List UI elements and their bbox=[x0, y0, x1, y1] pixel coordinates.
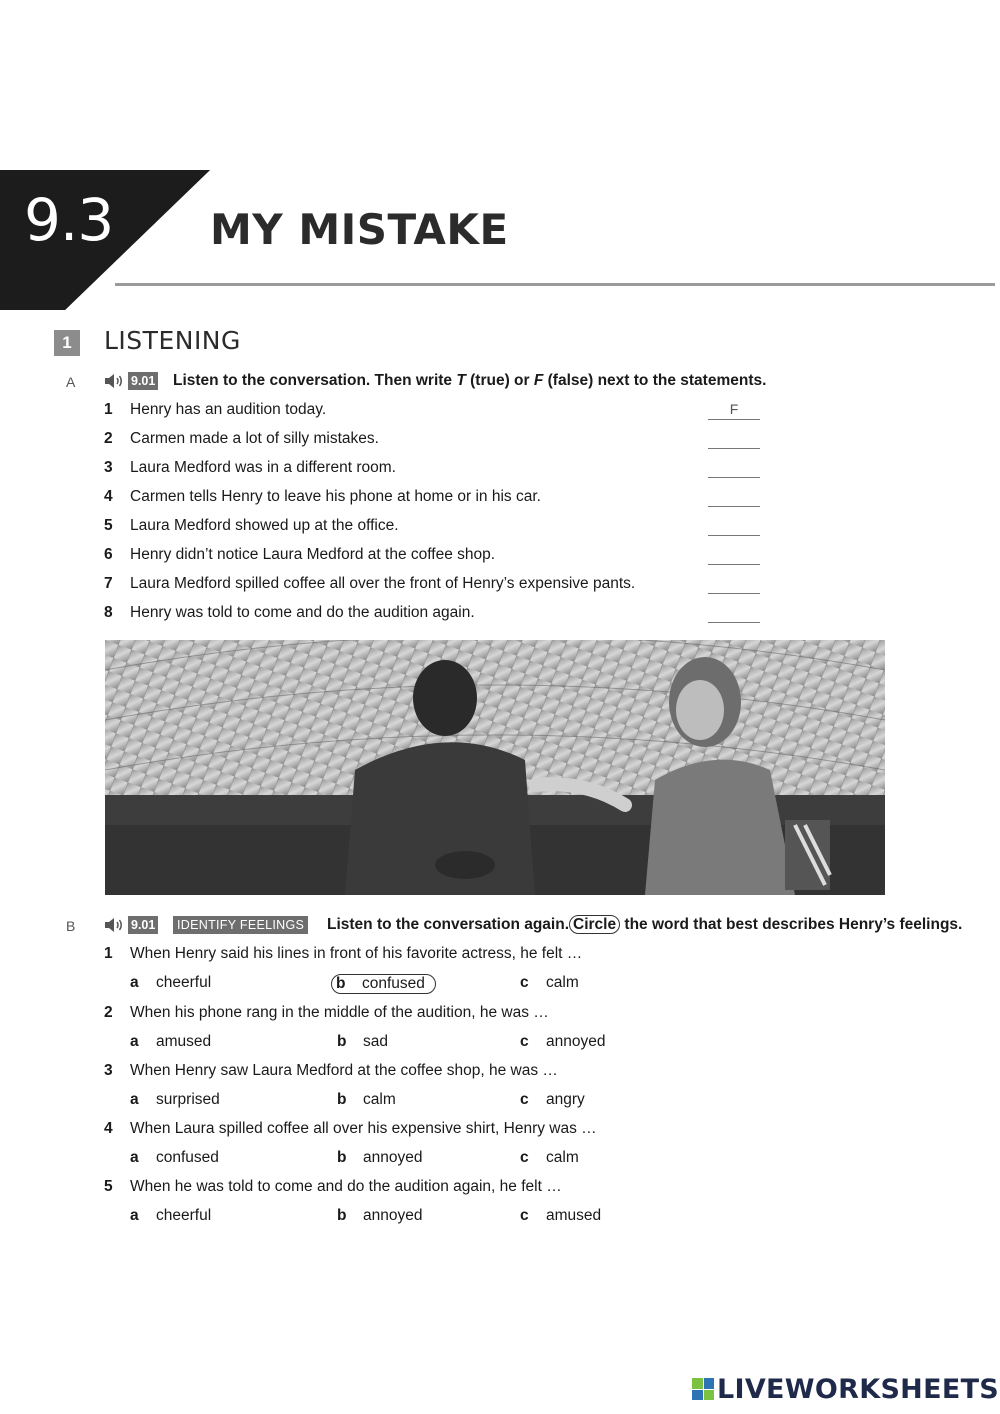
question-row: 1 When Henry said his lines in front of his favorite actress, he felt … bbox=[104, 945, 583, 962]
options-row bbox=[104, 1207, 704, 1229]
option-b[interactable]: b annoyed bbox=[337, 1149, 423, 1166]
answer-blank[interactable] bbox=[708, 488, 760, 507]
option-c[interactable]: c annoyed bbox=[520, 1033, 606, 1050]
options-row bbox=[104, 1091, 704, 1113]
part-a-letter: A bbox=[66, 374, 76, 390]
audio-icon[interactable] bbox=[104, 373, 124, 389]
part-a-instruction: Listen to the conversation. Then write T (true) or F (false) next to the statements. bbox=[173, 372, 767, 389]
unit-number: 9.3 bbox=[24, 186, 114, 254]
title-divider bbox=[115, 283, 995, 286]
option-a[interactable]: a confused bbox=[130, 1149, 219, 1166]
section-title: LISTENING bbox=[104, 326, 241, 355]
option-a[interactable]: a surprised bbox=[130, 1091, 220, 1108]
option-a[interactable]: a amused bbox=[130, 1033, 212, 1050]
option-c[interactable]: c calm bbox=[520, 1149, 579, 1166]
statement-row: 8 Henry was told to come and do the audition again. bbox=[104, 604, 764, 626]
option-b[interactable]: b annoyed bbox=[337, 1207, 423, 1224]
answer-blank[interactable] bbox=[708, 430, 760, 449]
statement-row: 7 Laura Medford spilled coffee all over the front of Henry’s expensive pants. bbox=[104, 575, 764, 597]
logo-text: LIVEWORKSHEETS bbox=[717, 1373, 1000, 1405]
statement-row: 1 Henry has an audition today. F bbox=[104, 401, 764, 423]
statement-row: 4 Carmen tells Henry to leave his phone at home or in his car. bbox=[104, 488, 764, 510]
part-b-instruction: Listen to the conversation again. Circle the word that best describes Henry’s feelings. bbox=[327, 916, 963, 933]
answer-blank[interactable] bbox=[708, 517, 760, 536]
option-c[interactable]: c amused bbox=[520, 1207, 602, 1224]
option-a[interactable]: a cheerful bbox=[130, 1207, 212, 1224]
audio-icon[interactable] bbox=[104, 917, 124, 933]
question-row: 2 When his phone rang in the middle of the audition, he was … bbox=[104, 1004, 549, 1021]
part-b-letter: B bbox=[66, 918, 76, 934]
statement-row: 5 Laura Medford showed up at the office. bbox=[104, 517, 764, 539]
option-b[interactable]: b calm bbox=[337, 1091, 396, 1108]
answer-blank[interactable] bbox=[708, 546, 760, 565]
statement-row: 3 Laura Medford was in a different room. bbox=[104, 459, 764, 481]
page-title: MY MISTAKE bbox=[210, 205, 509, 254]
statement-row: 2 Carmen made a lot of silly mistakes. bbox=[104, 430, 764, 452]
logo-mark-icon bbox=[692, 1378, 714, 1400]
answer-blank[interactable] bbox=[708, 604, 760, 623]
answer-blank[interactable] bbox=[708, 575, 760, 594]
option-c[interactable]: c calm bbox=[520, 974, 579, 991]
options-row bbox=[104, 1033, 704, 1055]
track-number-badge: 9.01 bbox=[128, 916, 158, 934]
option-b[interactable]: b sad bbox=[337, 1033, 388, 1050]
answer-blank[interactable]: F bbox=[708, 401, 760, 420]
track-number-badge: 9.01 bbox=[128, 372, 158, 390]
options-row bbox=[104, 1149, 704, 1171]
liveworksheets-logo[interactable] bbox=[692, 1374, 999, 1404]
options-row bbox=[104, 974, 704, 996]
statement-row: 6 Henry didn’t notice Laura Medford at the coffee shop. bbox=[104, 546, 764, 568]
question-row: 3 When Henry saw Laura Medford at the coffee shop, he was … bbox=[104, 1062, 558, 1079]
option-a[interactable]: a cheerful bbox=[130, 974, 212, 991]
option-c[interactable]: c angry bbox=[520, 1091, 585, 1108]
question-row: 5 When he was told to come and do the audition again, he felt … bbox=[104, 1178, 562, 1195]
option-b-circled[interactable]: b confused bbox=[331, 974, 436, 994]
skill-badge: IDENTIFY FEELINGS bbox=[173, 916, 308, 934]
answer-blank[interactable] bbox=[708, 459, 760, 478]
conversation-photo bbox=[105, 640, 885, 895]
question-row: 4 When Laura spilled coffee all over his expensive shirt, Henry was … bbox=[104, 1120, 597, 1137]
section-number-badge: 1 bbox=[54, 330, 80, 356]
